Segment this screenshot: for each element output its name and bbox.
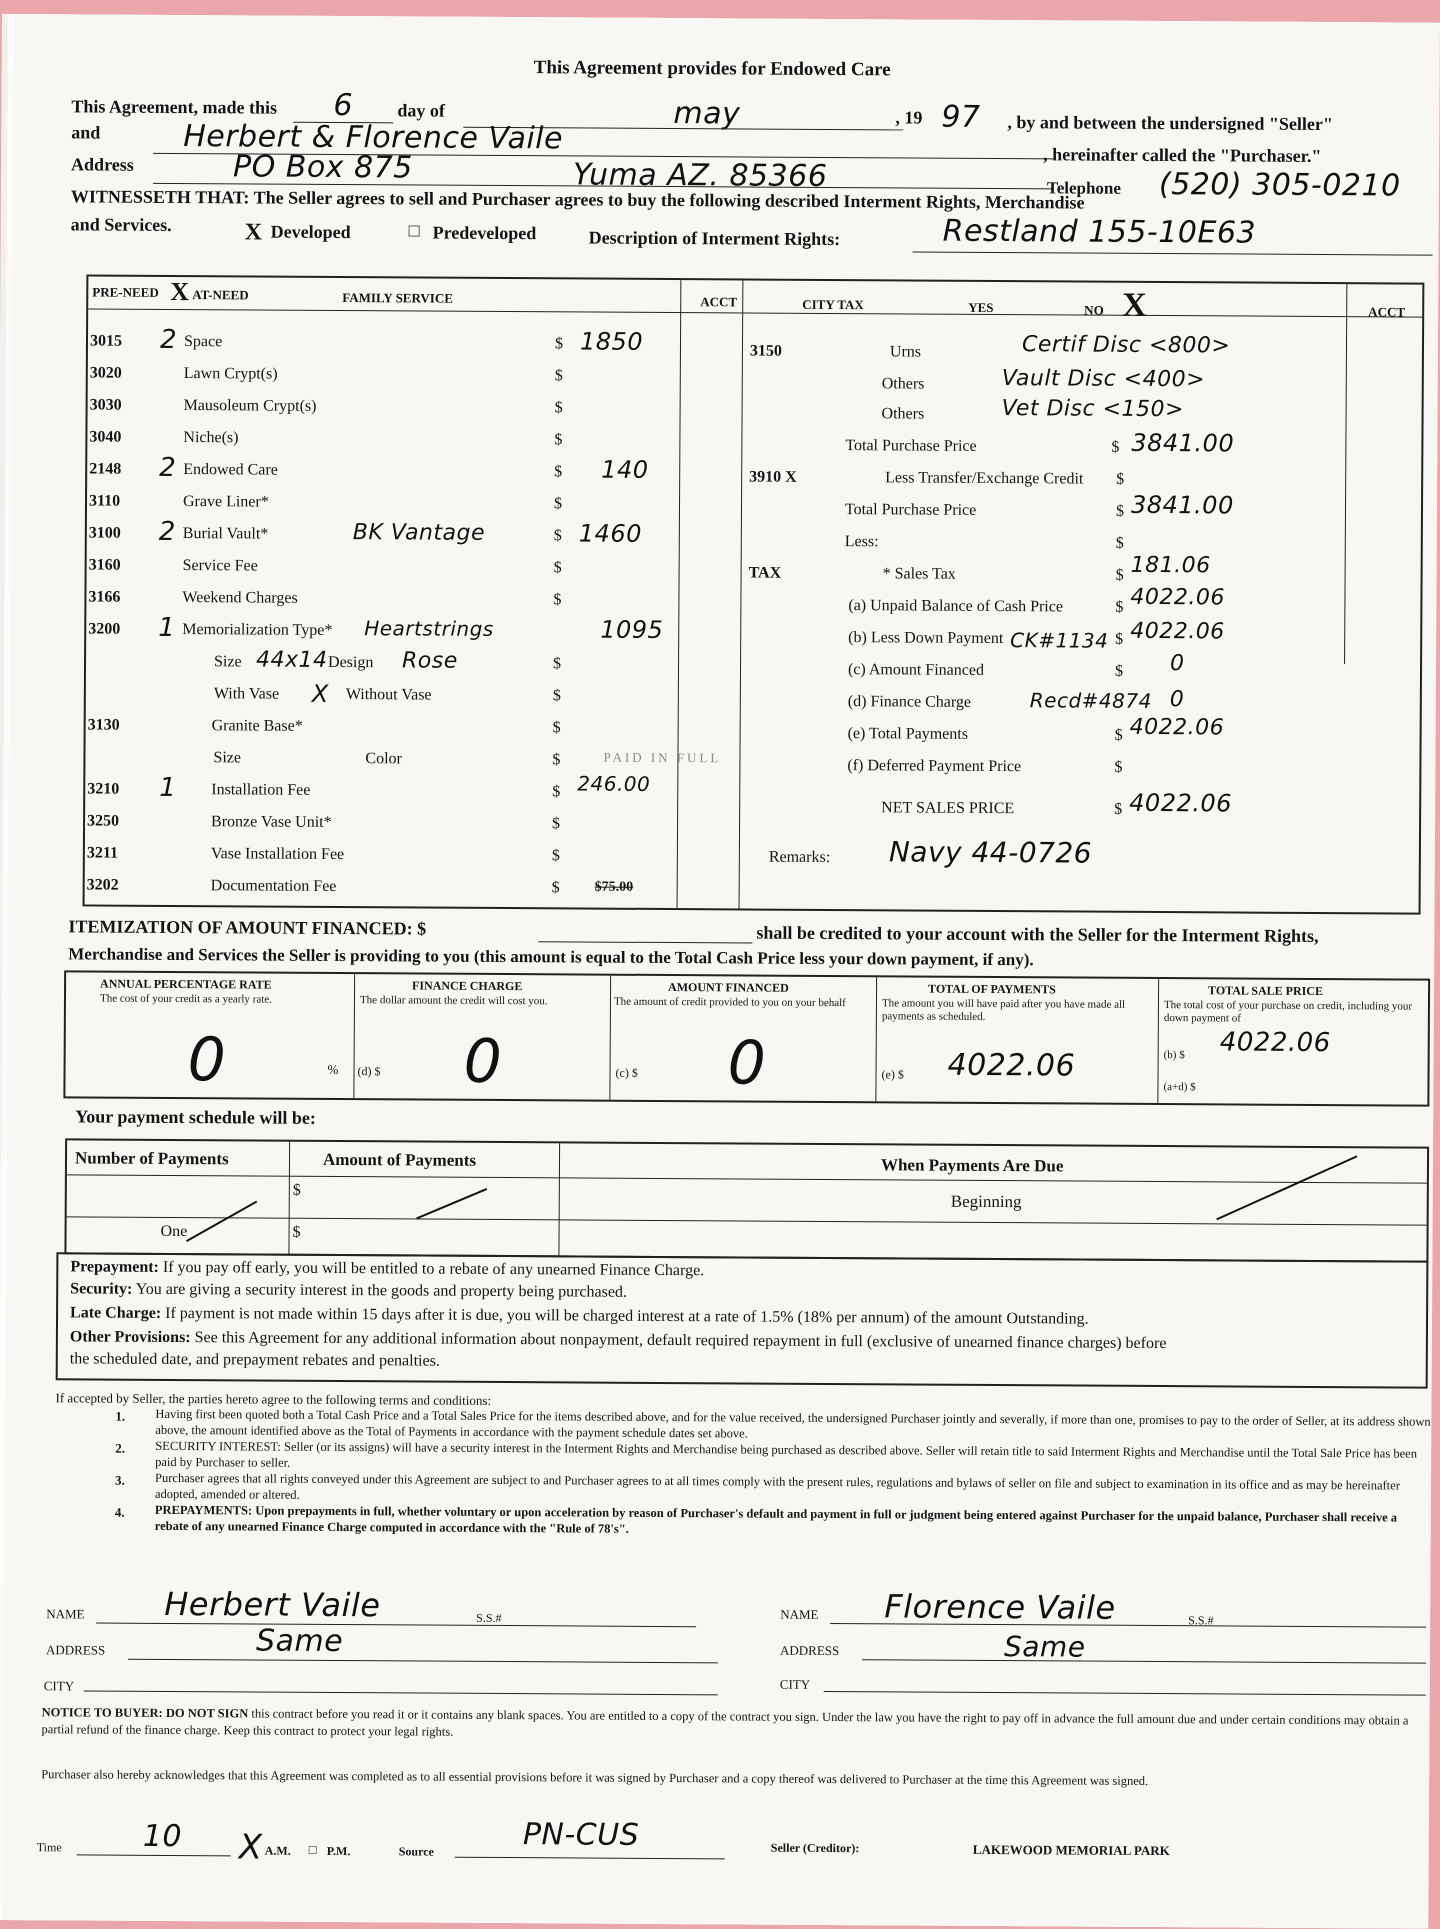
item-code: 3202 [86,876,119,894]
term-text: Having first been quoted both a Total Cash Price and a Total Sales Price for the items described above, and for the value received, the undersigned Purchaser jointly and severally, if more than one, promises to pay to the order of Seller, at its address shown above, the amount identified above as the Total of Payments in accordance with the payment schedule dates set above. [155,1406,1431,1441]
and-label: and [71,122,101,143]
net-sales-label: NET SALES PRICE [881,799,1015,818]
dollar-sign: $ [554,367,563,385]
dollar-sign: $ [1114,758,1123,776]
item-value: Vet Disc <150> [1001,396,1185,423]
address-value: PO Box 875 [232,149,413,186]
row1-dollar: $ [292,1181,301,1199]
col-when-due: When Payments Are Due [880,1155,1064,1176]
item-value: $75.00 [594,879,634,895]
item-code: 3100 [88,524,121,542]
dollar-sign: $ [1116,470,1125,488]
day-value: 6 [333,87,354,124]
item-code: 3150 [749,342,783,360]
schedule-strikes [66,1140,1427,1258]
dollar-sign: $ [1115,534,1124,552]
item-qty: 1 [159,772,177,804]
item-label: Endowed Care [183,461,278,479]
remarks-value: Navy 44-0726 [888,835,1093,870]
item-label: (f) Deferred Payment Price [847,757,1022,776]
year-value: 97 [941,99,981,135]
right-address-label: ADDRESS [779,1642,840,1659]
item-label: Others [881,375,925,393]
apr-value: 0 [187,1025,227,1096]
item-code: 3030 [89,396,122,414]
fc-desc: The dollar amount the credit will cost you. [359,994,548,1008]
predeveloped-label: Predeveloped [432,222,537,244]
item-qty: 2 [159,452,177,483]
right-acct-label: ACCT [1368,304,1406,320]
right-city-line [824,1691,1426,1696]
size-value: 44x14 [255,647,328,673]
city-tax-label: CITY TAX [802,296,864,313]
left-name-value: Herbert Vaile [164,1584,381,1625]
term-text: SECURITY INTEREST: Seller (or its assigns) will have a security interest in the Interment Rights and Merchandise being purchased as described above. Seller will retain title to said Interment Rights and Merchandise until the Total Sale Price has been paid by Purchaser to seller. [155,1438,1418,1470]
fc-prefix: (d) $ [357,1064,381,1079]
item-code: 3211 [86,844,119,862]
dollar-sign: $ [1114,662,1124,680]
item-label: Bronze Vase Unit* [211,813,332,831]
term-number: 2. [115,1440,126,1456]
left-city-line [84,1690,718,1695]
left-address-label: ADDRESS [45,1642,106,1658]
dollar-sign: $ [551,879,560,897]
item-label: (a) Unpaid Balance of Cash Price [848,597,1064,616]
other-provisions-text: See this Agreement for any additional information about nonpayment, default required repayment in full (exclusive of unearned finance charges) before [194,1329,1167,1353]
item-value: 181.06 [1130,552,1211,579]
agreement-title: This Agreement provides for Endowed Care [533,57,891,81]
left-acct-label: ACCT [700,294,738,310]
itemization-text: shall be credited to your account with the Seller for the Interment Rights, [756,922,1319,946]
divider [609,976,611,1100]
term-number: 4. [114,1504,125,1520]
tp-desc: The amount you will have paid after you have made all payments as scheduled. [881,997,1126,1023]
row2-one: One [160,1222,188,1241]
item-value: 246.00 [577,771,651,796]
item-label: (c) Amount Financed [847,661,985,679]
divider [875,977,877,1101]
net-sales-value: 4022.06 [1129,788,1233,818]
strike-line [417,1188,487,1218]
without-vase-label: Without Vase [345,686,432,704]
dollar-sign: $ [553,591,562,609]
item-value: 1460 [578,519,642,548]
pm-checkbox[interactable]: □ [308,1841,317,1857]
ts-value: 4022.06 [1219,1027,1331,1059]
time-value: 10 [142,1818,183,1855]
tp-prefix: (e) $ [881,1067,904,1082]
item-code: 3130 [87,716,120,734]
af-title: AMOUNT FINANCED [668,980,789,995]
check-number: CK#1134 [1010,628,1109,653]
pre-need-check[interactable]: X [170,276,190,307]
size-label: Size [213,749,242,767]
col-amount-payments: Amount of Payments [322,1149,477,1170]
city-value: Yuma AZ. 85366 [572,157,828,194]
dollar-sign: $ [552,783,561,801]
late-charge-text: If payment is not made within 15 days after it is due, you will be charged interest at a rate of 1.5% (18% per annum) of the amount Outstanding. [165,1304,1089,1328]
remarks-label: Remarks: [768,848,831,867]
item-label: Less: [844,533,879,551]
design-value: Rose [401,648,458,674]
paid-stamp: PAID IN FULL [603,749,722,766]
interment-desc-value: Restland 155-10E63 [942,213,1257,251]
item-label: (d) Finance Charge [847,693,972,711]
dollar-sign: $ [1115,598,1124,616]
desc-line [913,251,1433,255]
contract-page [2,14,1440,1929]
other-provisions-label: Other Provisions: [69,1328,191,1347]
af-value: 0 [727,1028,767,1099]
item-code: 3015 [89,332,123,350]
dollar-sign: $ [551,847,560,865]
item-value: 4022.06 [1129,714,1225,741]
receipt-number: Recd#4874 [1029,688,1152,713]
item-label: Memorialization Type* [182,621,333,639]
time-label: Time [36,1840,62,1855]
item-value: 3841.00 [1130,490,1234,520]
item-label: Lawn Crypt(s) [183,365,278,383]
item-value: 140 [601,455,649,484]
time-line [77,1854,231,1856]
pre-need-label: PRE-NEED [92,284,159,300]
source-value: PN-CUS [522,1817,640,1853]
item-label: Urns [889,343,922,361]
am-check[interactable]: X [238,1827,263,1868]
ts-title: TOTAL SALE PRICE [1208,983,1324,999]
pm-label: P.M. [326,1843,351,1859]
purchaser-value: Herbert & Florence Vaile [183,119,564,157]
af-desc: The amount of credit provided to you on your behalf [613,995,846,1010]
item-label: Less Transfer/Exchange Credit [885,469,1084,488]
am-label: A.M. [264,1843,291,1858]
acknowledgement-text: Purchaser also hereby acknowledges that this Agreement was completed as to all essential provisions before it was signed by Purchaser and a copy thereof was delivered to Purchaser at the time this Agreement was signed. [41,1767,1149,1788]
divider [1157,979,1159,1103]
made-this-label: This Agreement, made this [71,96,278,118]
item-code: 3250 [87,812,120,830]
dollar-sign: $ [552,655,562,673]
late-charge-label: Late Charge: [70,1304,162,1322]
dollar-sign: $ [552,719,561,737]
fc-value: 0 [463,1026,503,1098]
itemization-label: ITEMIZATION OF AMOUNT FINANCED: $ [68,916,427,939]
yes-label: YES [968,299,994,315]
itemization-line [538,941,752,943]
item-label: Total Purchase Price [845,437,977,455]
source-line [455,1857,725,1860]
family-service-label: FAMILY SERVICE [342,290,453,306]
company-name: LAKEWOOD MEMORIAL PARK [972,1841,1170,1859]
dollar-sign: $ [552,751,561,769]
item-label: Mausoleum Crypt(s) [183,397,317,415]
row1-beginning: Beginning [950,1191,1022,1212]
tp-title: TOTAL OF PAYMENTS [928,981,1056,997]
item-value: 3841.00 [1131,428,1235,458]
dollar-sign: $ [1115,566,1124,584]
item-code: 3020 [89,364,122,382]
item-value: 1095 [600,615,664,644]
col-number-payments: Number of Payments [74,1148,229,1169]
dollar-sign: $ [1114,726,1123,744]
apr-desc: The cost of your credit as a yearly rate. [99,992,272,1006]
dollar-sign: $ [552,815,561,833]
item-label: Niche(s) [183,429,239,447]
address-label: Address [71,154,134,175]
source-label: Source [398,1844,434,1859]
services-label: and Services. [70,214,172,235]
no-label: NO [1084,302,1104,318]
prepayment-label: Prepayment: [70,1258,159,1276]
item-code: 3166 [88,588,121,606]
month-value: may [673,96,741,132]
item-value: 0 [1169,687,1185,713]
developed-checkbox[interactable]: X [244,219,263,246]
item-code: 3910 X [749,468,797,486]
between-label: , by and between the undersigned "Seller" [1007,112,1333,135]
item-value: 0 [1169,651,1185,677]
item-label: Grave Liner* [182,493,269,511]
item-code: 2148 [89,460,122,478]
telephone-label: Telephone [1046,178,1122,198]
right-ss-label: S.S.# [1188,1613,1214,1628]
at-need-label: AT-NEED [192,287,249,303]
day-of-label: day of [397,100,445,121]
dollar-sign: $ [553,559,562,577]
dollar-sign: $ [1114,800,1123,818]
developed-label: Developed [270,221,351,243]
dollar-sign: $ [1115,502,1125,520]
security-label: Security: [70,1280,133,1298]
color-label: Color [365,750,402,768]
no-check[interactable]: X [1122,286,1147,324]
security-line [70,1280,627,1301]
item-label: Service Fee [182,557,258,575]
divider [353,974,355,1098]
apr-title: ANNUAL PERCENTAGE RATE [100,976,272,992]
item-label: Total Purchase Price [844,501,977,519]
item-value: 1850 [579,327,644,356]
item-code: 3110 [88,492,121,510]
left-address-value: Same [255,1623,344,1660]
notice-to-buyer [41,1704,1431,1746]
dollar-sign: $ [552,687,561,705]
terms-intro: If accepted by Seller, the parties hereto agree to the following terms and conditions: [55,1390,492,1408]
tp-value: 4022.06 [947,1047,1076,1084]
dollar-sign: $ [554,463,563,481]
item-code: 3210 [87,780,120,798]
item-label: Granite Base* [211,717,303,735]
term-number: 1. [115,1408,126,1424]
term-text: Purchaser agrees that all rights conveyed under this Agreement are subject to and Purchaser agrees to at all times comply with the present rules, regulations and bylaws of seller on file and subject to examination in its office and as may be hereinafter adopted, amended or altered. [154,1470,1400,1502]
seller-label: Seller (Creditor): [770,1840,860,1856]
dollar-sign: $ [1115,630,1124,648]
item-label: Vase Installation Fee [210,845,345,864]
prepayment-text: If you pay off early, you will be entitled to a rebate of any unearned Finance Charge. [162,1258,705,1280]
interment-desc-label: Description of Interment Rights: [588,227,841,250]
dollar-sign: $ [554,399,563,417]
dollar-sign: $ [1111,438,1120,456]
item-label: Installation Fee [211,781,311,799]
apr-suffix: % [327,1061,339,1078]
af-prefix: (c) $ [615,1065,638,1080]
item-value: Certif Disc <800> [1021,332,1231,359]
left-name-label: NAME [46,1606,85,1622]
item-code: 3160 [88,556,121,574]
predeveloped-checkbox[interactable]: □ [408,220,420,241]
ts-desc: The total cost of your purchase on credit, including your down payment of [1163,999,1413,1025]
item-label: (b) Less Down Payment [848,629,1004,648]
prepayment-line [70,1258,704,1280]
item-extra: BK Vantage [352,520,486,546]
item-label: Documentation Fee [210,877,337,895]
purchaser-suffix: , hereinafter called the "Purchaser." [1043,144,1322,166]
item-qty: 1 [158,612,176,643]
left-address-line [128,1659,718,1664]
item-qty: 2 [158,516,176,547]
item-qty: 2 [159,324,178,356]
right-address-line [862,1659,1426,1663]
dollar-sign: $ [554,431,563,449]
size-label: Size [213,653,242,671]
item-code: 3040 [89,428,122,446]
dollar-sign: $ [554,335,564,353]
dollar-sign: $ [553,495,563,513]
item-label: * Sales Tax [882,565,956,583]
ts-ad-prefix: (a+d) $ [1163,1081,1196,1094]
telephone-value: (520) 305-0210 [1158,166,1401,204]
item-value: 4022.06 [1130,584,1226,611]
right-city-label: CITY [779,1676,811,1692]
strike-line [187,1201,257,1241]
ts-b-prefix: (b) $ [1163,1049,1185,1062]
notice-text: this contract before you read it or it contains any blank spaces. You are entitled to a copy of the contract you sign. Under the law you have the right to pay off in advance the full amount due and under certain conditions may obtain a partial refund of the finance charge. Keep this contract to protect your legal rights. [41,1706,1409,1739]
item-value: 4022.06 [1130,618,1225,645]
term-number: 3. [114,1472,125,1488]
schedule-title: Your payment schedule will be: [75,1106,317,1128]
row2-dollar: $ [292,1223,301,1241]
right-address-value: Same [1003,1630,1086,1664]
item-label: Others [881,405,925,423]
term-text: PREPAYMENTS: Upon prepayments in full, whether voluntary or upon acceleration by reason of Purchaser's default and payment in full or judgment being entered against Purchaser for the unpaid balance, Purchaser shall receive a rebate of any unearned Finance Charge computed in accordance with the "Rule of 78's". [154,1502,1398,1536]
notice-label: NOTICE TO BUYER: DO NOT SIGN [41,1705,249,1721]
right-name-value: Florence Vaile [884,1587,1116,1627]
with-vase-label: With Vase [213,685,280,703]
item-extra: Heartstrings [364,616,494,641]
strike-line [1217,1155,1357,1220]
item-label: Burial Vault* [182,525,269,543]
item-label: Space [183,333,223,351]
witness-text: WITNESSETH THAT: The Seller agrees to sell and Purchaser agrees to buy the following described Interment Rights, Merchandise [70,186,1085,213]
fc-title: FINANCE CHARGE [412,978,523,994]
year-prefix: , 19 [895,107,923,128]
left-name-line [96,1623,696,1628]
with-vase-check[interactable]: X [311,679,329,708]
item-code: 3200 [88,620,121,638]
dollar-sign: $ [553,527,562,545]
header-rule [88,308,1422,317]
other-provisions-text2: the scheduled date, and prepayment rebates and penalties. [69,1350,440,1370]
item-label: Weekend Charges [182,589,298,607]
itemization-text2: Merchandise and Services the Seller is providing to you (this amount is equal to the Total Cash Price less your down payment, if any). [68,944,1034,970]
right-name-label: NAME [780,1606,819,1622]
item-label: (e) Total Payments [847,725,969,743]
left-ss-label: S.S.# [476,1610,502,1626]
item-value: Vault Disc <400> [1001,366,1206,393]
item-code: TAX [748,564,782,582]
design-label: Design [327,653,374,672]
security-text: You are giving a security interest in the goods and property being purchased. [135,1280,628,1301]
left-city-label: CITY [43,1678,75,1694]
